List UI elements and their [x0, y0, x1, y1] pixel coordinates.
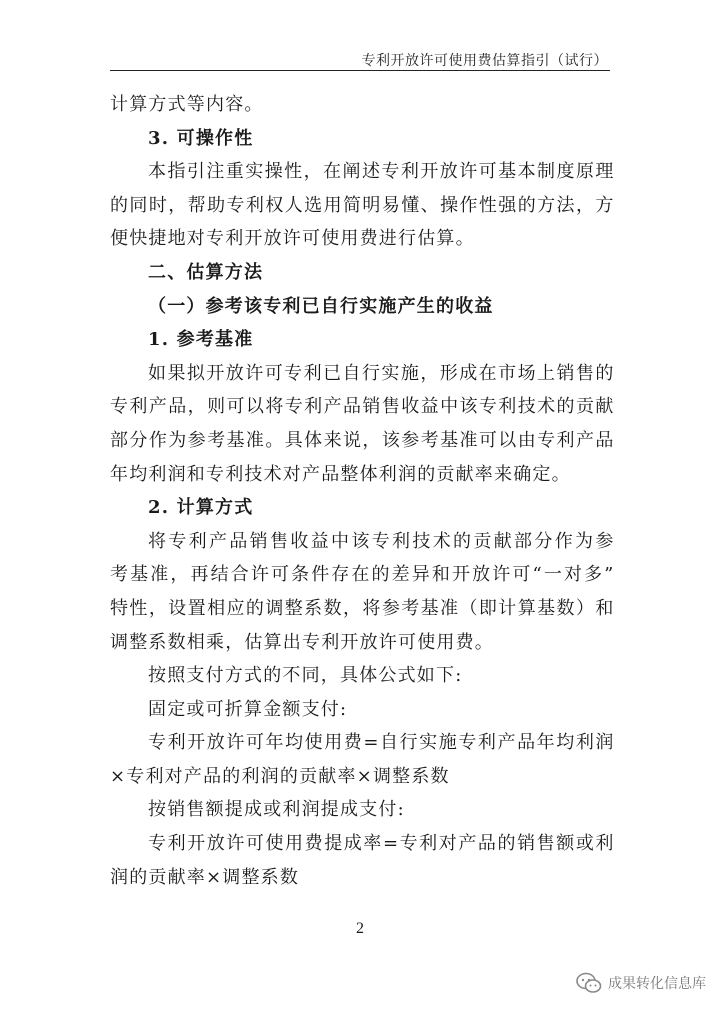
paragraph-line: 年均利润和专利技术对产品整体利润的贡献率来确定。 — [110, 463, 571, 485]
paragraph-continuation: 计算方式等内容。 — [110, 94, 264, 115]
paragraph-line: 如果拟开放许可专利已自行实施，形成在市场上销售的 — [148, 362, 614, 384]
watermark-text: 成果转化信息库 — [608, 976, 706, 992]
header-rule — [110, 70, 610, 71]
paragraph-line: 便快捷地对专利开放许可使用费进行估算。 — [110, 228, 475, 250]
paragraph-line: 部分作为参考基准。具体来说，该参考基准可以由专利产品 — [110, 429, 614, 451]
section-heading-estimation-methods: 二、估算方法 — [148, 261, 264, 283]
wechat-icon — [576, 972, 602, 994]
formula-line: 专利开放许可年均使用费=自行实施专利产品年均利润 — [148, 732, 614, 754]
payment-type-label: 固定或可折算金额支付: — [148, 698, 348, 720]
payment-type-label: 按销售额提成或利润提成支付: — [148, 799, 405, 821]
page-number: 2 — [356, 920, 364, 937]
paragraph-line: 考基准，再结合许可条件存在的差异和开放许可“一对多” — [110, 564, 614, 586]
paragraph-line: 本指引注重实操性，在阐述专利开放许可基本制度原理 — [148, 161, 614, 183]
formula-line: 专利开放许可使用费提成率=专利对产品的销售额或利 — [148, 833, 614, 855]
paragraph-line: 将专利产品销售收益中该专利技术的贡献部分作为参 — [148, 530, 614, 552]
paragraph-line: 专利产品，则可以将专利产品销售收益中该专利技术的贡献 — [110, 396, 614, 418]
formula-line: 润的贡献率×调整系数 — [110, 866, 300, 888]
watermark — [576, 972, 706, 994]
paragraph-line: 特性，设置相应的调整系数，将参考基准（即计算基数）和 — [110, 597, 614, 619]
body-text — [110, 88, 614, 894]
subheading-reference-basis: 1. 参考基准 — [148, 329, 254, 351]
paragraph-line: 调整系数相乘，估算出专利开放许可使用费。 — [110, 631, 494, 653]
paragraph-line: 按照支付方式的不同，具体公式如下: — [148, 665, 463, 687]
header-title: 专利开放许可使用费估算指引（试行） — [361, 53, 608, 69]
subheading-calculation-method: 2. 计算方式 — [148, 497, 254, 519]
formula-line: ×专利对产品的利润的贡献率×调整系数 — [110, 765, 450, 787]
subsection-heading: （一）参考该专利已自行实施产生的收益 — [148, 295, 494, 317]
paragraph-line: 的同时，帮助专利权人选用简明易懂、操作性强的方法，方 — [110, 194, 614, 216]
subheading-operability: 3. 可操作性 — [148, 127, 254, 149]
